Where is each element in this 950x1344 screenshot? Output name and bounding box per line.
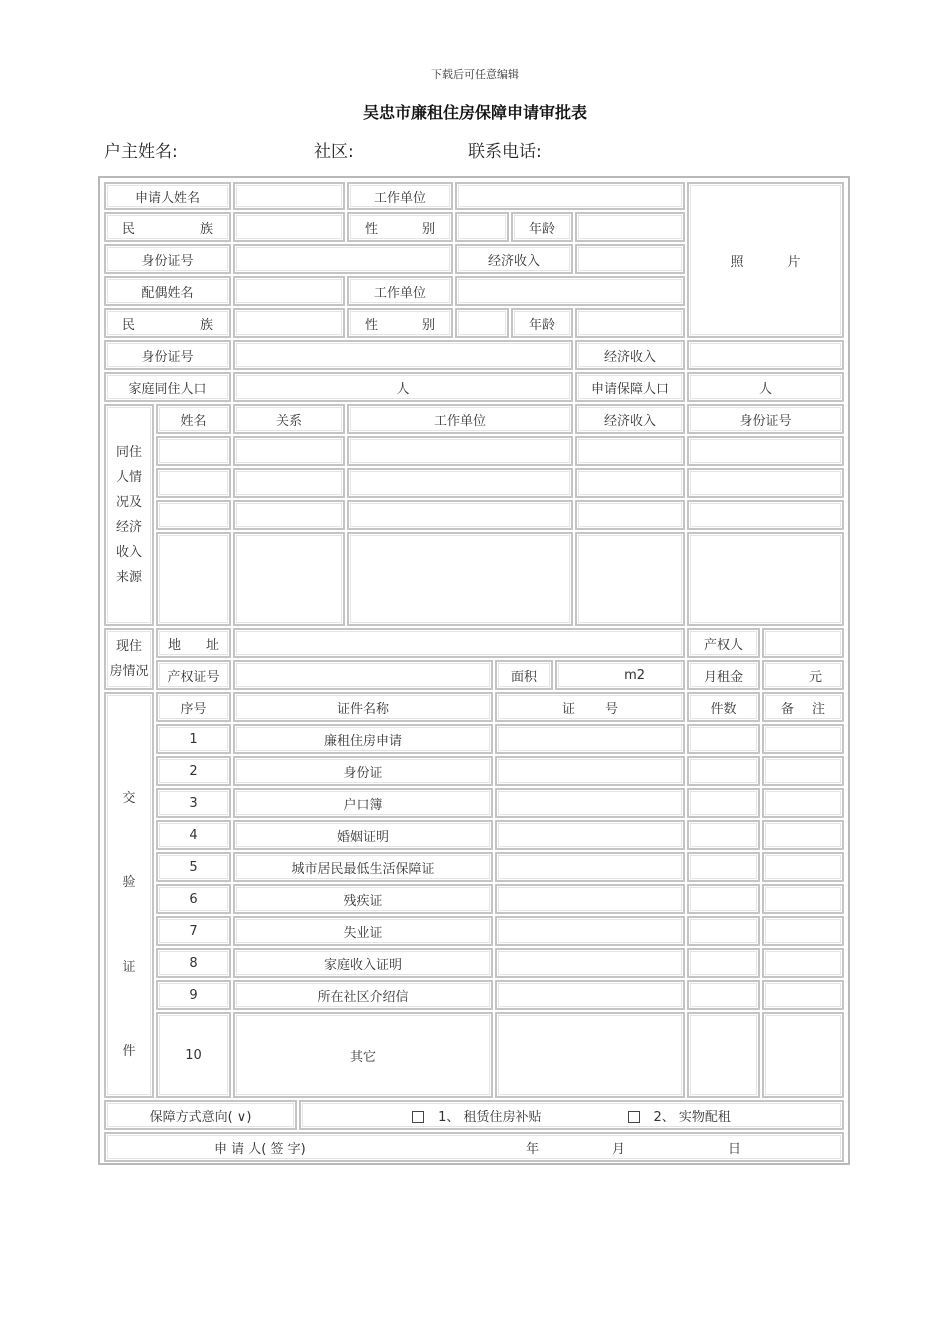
doc-note-field[interactable]: [762, 724, 844, 754]
doc-name: 城市居民最低生活保障证: [233, 852, 493, 882]
col-seq-header: 序号: [156, 692, 231, 722]
cohab-cell[interactable]: [575, 500, 685, 530]
spouse-age-label: 年龄: [511, 308, 573, 338]
spouse-work-unit-field[interactable]: [455, 276, 685, 306]
checkbox-icon[interactable]: [628, 1111, 640, 1123]
cohab-cell[interactable]: [233, 532, 345, 626]
spouse-gender-label: 性 别: [347, 308, 453, 338]
doc-note-field[interactable]: [762, 788, 844, 818]
doc-note-field[interactable]: [762, 948, 844, 978]
doc-seq: 9: [156, 980, 231, 1010]
work-unit-field[interactable]: [455, 182, 685, 210]
doc-note-field[interactable]: [762, 1012, 844, 1098]
doc-cert-field[interactable]: [495, 1012, 685, 1098]
guarantee-options: [299, 1100, 844, 1130]
form-title: 吴忠市廉租住房保障申请审批表: [362, 103, 587, 122]
id-number-label: 身份证号: [104, 244, 231, 274]
doc-count-field[interactable]: [687, 948, 760, 978]
doc-name: 身份证: [233, 756, 493, 786]
doc-count-field[interactable]: [687, 884, 760, 914]
cohab-cell[interactable]: [233, 436, 345, 466]
owner-field[interactable]: [762, 628, 844, 658]
doc-count-field[interactable]: [687, 852, 760, 882]
cohab-cell[interactable]: [687, 500, 844, 530]
cohab-cell[interactable]: [687, 532, 844, 626]
apply-count-label: 申请保障人口: [575, 372, 685, 402]
doc-cert-field[interactable]: [495, 948, 685, 978]
area-label: 面积: [495, 660, 553, 690]
option-physical-allocation[interactable]: 2、 实物配租: [628, 1106, 731, 1125]
doc-seq: 3: [156, 788, 231, 818]
doc-cert-field[interactable]: [495, 820, 685, 850]
owner-name-label: 户主姓名:: [104, 142, 178, 162]
spouse-age-field[interactable]: [575, 308, 685, 338]
doc-cert-field[interactable]: [495, 724, 685, 754]
spouse-gender-field[interactable]: [455, 308, 509, 338]
doc-name: 所在社区介绍信: [233, 980, 493, 1010]
income-label: 经济收入: [455, 244, 573, 274]
doc-name: 失业证: [233, 916, 493, 946]
signature-row: [104, 1132, 844, 1162]
applicant-name-field[interactable]: [233, 182, 345, 210]
photo-label-2: 片: [787, 254, 801, 270]
col-cert-header: 证 号: [495, 692, 685, 722]
cohab-cell[interactable]: [347, 532, 573, 626]
income-field[interactable]: [575, 244, 685, 274]
cohab-cell[interactable]: [347, 468, 573, 498]
cohab-cell[interactable]: [347, 500, 573, 530]
deed-no-field[interactable]: [233, 660, 493, 690]
doc-cert-field[interactable]: [495, 852, 685, 882]
household-count-field[interactable]: [233, 372, 573, 402]
deed-no-label: 产权证号: [156, 660, 231, 690]
doc-count-field[interactable]: [687, 788, 760, 818]
phone-label: 联系电话:: [468, 142, 542, 162]
cohab-cell[interactable]: [156, 468, 231, 498]
guarantee-label: 保障方式意向( ∨): [104, 1100, 297, 1130]
cohab-cell[interactable]: [233, 500, 345, 530]
address-field[interactable]: [233, 628, 685, 658]
cohab-cell[interactable]: [347, 436, 573, 466]
doc-count-field[interactable]: [687, 756, 760, 786]
option-rent-subsidy[interactable]: 1、 租赁住房补贴: [412, 1106, 541, 1125]
spouse-nation-label: 民 族: [104, 308, 231, 338]
col-doc-header: 证件名称: [233, 692, 493, 722]
doc-note-field[interactable]: [762, 852, 844, 882]
col-work-header: 工作单位: [347, 404, 573, 434]
col-count-header: 件数: [687, 692, 760, 722]
spouse-name-field[interactable]: [233, 276, 345, 306]
community-label: 社区:: [314, 142, 354, 162]
applicant-name-label: 申请人姓名: [104, 182, 231, 210]
nation-label: 民 族: [104, 212, 231, 242]
doc-note-field[interactable]: [762, 884, 844, 914]
download-note: 下载后可任意编辑: [431, 68, 519, 81]
col-note-header: 备 注: [762, 692, 844, 722]
doc-name: 其它: [233, 1012, 493, 1098]
cohab-cell[interactable]: [233, 468, 345, 498]
cohab-cell[interactable]: [575, 532, 685, 626]
id-number-field[interactable]: [233, 244, 453, 274]
doc-count-field[interactable]: [687, 1012, 760, 1098]
owner-label: 产权人: [687, 628, 760, 658]
photo-area: [687, 182, 844, 338]
housing-section-label: 现住 房情况: [104, 628, 154, 690]
col-id-header: 身份证号: [687, 404, 844, 434]
year-label: 年: [526, 1141, 540, 1157]
cohab-cell[interactable]: [575, 436, 685, 466]
area-unit: m2: [624, 667, 645, 683]
cohab-cell[interactable]: [156, 436, 231, 466]
signature-label: 申 请 人( 签 字): [214, 1141, 306, 1157]
person-unit: 人: [396, 381, 410, 397]
checkbox-icon[interactable]: [412, 1111, 424, 1123]
doc-cert-field[interactable]: [495, 756, 685, 786]
photo-label-1: 照: [730, 254, 744, 270]
yuan-unit: 元: [808, 669, 822, 685]
doc-count-field[interactable]: [687, 916, 760, 946]
doc-note-field[interactable]: [762, 820, 844, 850]
gender-label: 性 别: [347, 212, 453, 242]
cohab-cell[interactable]: [156, 500, 231, 530]
work-unit-label: 工作单位: [347, 182, 453, 210]
day-label: 日: [728, 1141, 742, 1157]
address-label: 地 址: [156, 628, 231, 658]
spouse-income-field[interactable]: [687, 340, 844, 370]
col-income-header: 经济收入: [575, 404, 685, 434]
doc-seq: 1: [156, 724, 231, 754]
doc-seq: 2: [156, 756, 231, 786]
household-label: 家庭同住人口: [104, 372, 231, 402]
age-label: 年龄: [511, 212, 573, 242]
rent-field[interactable]: [762, 660, 844, 690]
doc-cert-field[interactable]: [495, 980, 685, 1010]
cohab-cell[interactable]: [687, 436, 844, 466]
doc-seq: 8: [156, 948, 231, 978]
doc-name: 家庭收入证明: [233, 948, 493, 978]
doc-note-field[interactable]: [762, 916, 844, 946]
spouse-id-label: 身份证号: [104, 340, 231, 370]
age-field[interactable]: [575, 212, 685, 242]
doc-cert-field[interactable]: [495, 788, 685, 818]
person-unit: 人: [758, 381, 772, 397]
doc-count-field[interactable]: [687, 820, 760, 850]
doc-name: 廉租住房申请: [233, 724, 493, 754]
doc-seq: 4: [156, 820, 231, 850]
doc-name: 婚姻证明: [233, 820, 493, 850]
cohab-cell[interactable]: [156, 532, 231, 626]
spouse-name-label: 配偶姓名: [104, 276, 231, 306]
spouse-id-field[interactable]: [233, 340, 573, 370]
cohab-cell[interactable]: [687, 468, 844, 498]
doc-cert-field[interactable]: [495, 884, 685, 914]
cohab-cell[interactable]: [575, 468, 685, 498]
month-label: 月: [612, 1141, 626, 1157]
area-field[interactable]: [555, 660, 685, 690]
spouse-income-label: 经济收入: [575, 340, 685, 370]
cohabitant-section-label: 同住 人情 况及 经济 收入 来源: [104, 404, 154, 626]
col-relation-header: 关系: [233, 404, 345, 434]
col-name-header: 姓名: [156, 404, 231, 434]
apply-count-field[interactable]: [687, 372, 844, 402]
doc-cert-field[interactable]: [495, 916, 685, 946]
doc-seq: 6: [156, 884, 231, 914]
doc-seq: 5: [156, 852, 231, 882]
doc-seq: 7: [156, 916, 231, 946]
doc-name: 残疾证: [233, 884, 493, 914]
spouse-nation-field[interactable]: [233, 308, 345, 338]
doc-note-field[interactable]: [762, 980, 844, 1010]
doc-note-field[interactable]: [762, 756, 844, 786]
gender-field[interactable]: [455, 212, 509, 242]
spouse-work-unit-label: 工作单位: [347, 276, 453, 306]
rent-label: 月租金: [687, 660, 760, 690]
nation-field[interactable]: [233, 212, 345, 242]
documents-section-label: 交 验 证 件: [104, 692, 154, 1098]
doc-name: 户口簿: [233, 788, 493, 818]
doc-count-field[interactable]: [687, 980, 760, 1010]
doc-count-field[interactable]: [687, 724, 760, 754]
doc-seq: 10: [156, 1012, 231, 1098]
